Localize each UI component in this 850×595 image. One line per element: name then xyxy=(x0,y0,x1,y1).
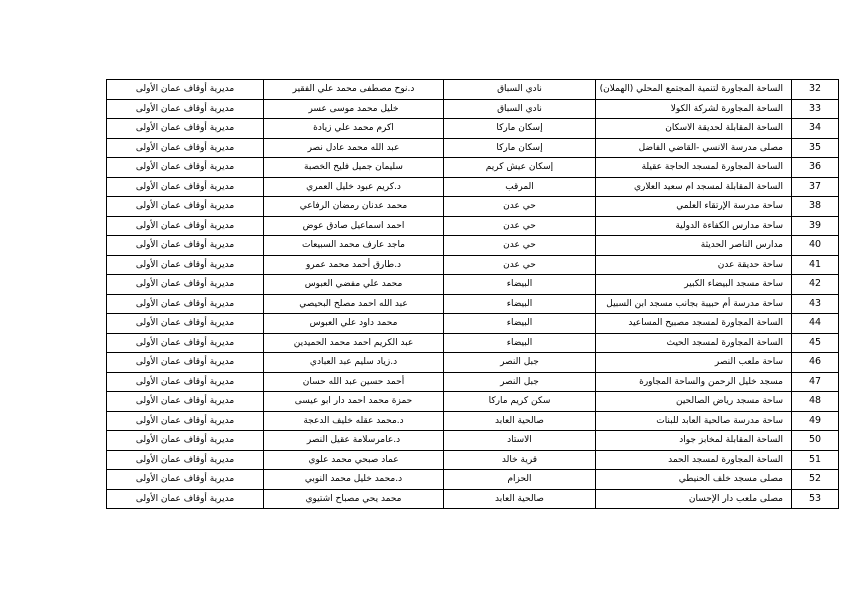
row-number: 50 xyxy=(792,431,839,451)
table-row xyxy=(107,372,839,392)
place-cell: الساحة المجاورة لتنمية المجتمع المحلي (الهملان) xyxy=(596,80,792,100)
row-number: 35 xyxy=(792,138,839,158)
area-cell: حي عدن xyxy=(444,197,596,217)
table-row xyxy=(107,216,839,236)
person-cell: د.زياد سليم عبد العبادي xyxy=(264,353,444,373)
table-row xyxy=(107,470,839,490)
area-cell: البيضاء xyxy=(444,314,596,334)
person-cell: محمد يحي مصباح اشتيوي xyxy=(264,489,444,509)
table-row xyxy=(107,411,839,431)
directorate-cell: مديرية أوقاف عمان الأولى xyxy=(107,294,264,314)
directorate-cell: مديرية أوقاف عمان الأولى xyxy=(107,177,264,197)
directorate-cell: مديرية أوقاف عمان الأولى xyxy=(107,392,264,412)
table-row xyxy=(107,158,839,178)
area-cell: صالحية العابد xyxy=(444,489,596,509)
directorate-cell: مديرية أوقاف عمان الأولى xyxy=(107,372,264,392)
row-number: 37 xyxy=(792,177,839,197)
directorate-cell: مديرية أوقاف عمان الأولى xyxy=(107,236,264,256)
directorate-cell: مديرية أوقاف عمان الأولى xyxy=(107,197,264,217)
directorate-cell: مديرية أوقاف عمان الأولى xyxy=(107,489,264,509)
person-cell: سليمان جميل فليح الخصبة xyxy=(264,158,444,178)
person-cell: ماجد عارف محمد السبيعات xyxy=(264,236,444,256)
table-row xyxy=(107,177,839,197)
area-cell: الحزام xyxy=(444,470,596,490)
area-cell: إسكان عيش كريم xyxy=(444,158,596,178)
row-number: 53 xyxy=(792,489,839,509)
row-number: 33 xyxy=(792,99,839,119)
row-number: 32 xyxy=(792,80,839,100)
area-cell: البيضاء xyxy=(444,294,596,314)
locations-table xyxy=(106,79,839,509)
place-cell: الساحة المقابلة لمسجد ام سعيد العلاري xyxy=(596,177,792,197)
directorate-cell: مديرية أوقاف عمان الأولى xyxy=(107,431,264,451)
place-cell: مسجد خليل الرحمن والساحة المجاورة xyxy=(596,372,792,392)
directorate-cell: مديرية أوقاف عمان الأولى xyxy=(107,216,264,236)
person-cell: حمزة محمد احمد دار ابو عيسى xyxy=(264,392,444,412)
area-cell: إسكان ماركا xyxy=(444,138,596,158)
row-number: 43 xyxy=(792,294,839,314)
area-cell: حي عدن xyxy=(444,255,596,275)
place-cell: ساحة مسجد رياض الصالحين xyxy=(596,392,792,412)
directorate-cell: مديرية أوقاف عمان الأولى xyxy=(107,138,264,158)
row-number: 36 xyxy=(792,158,839,178)
person-cell: د.محمد عقله خليف الدعجة xyxy=(264,411,444,431)
row-number: 46 xyxy=(792,353,839,373)
area-cell: إسكان ماركا xyxy=(444,119,596,139)
table-row xyxy=(107,392,839,412)
person-cell: خليل محمد موسى عسر xyxy=(264,99,444,119)
person-cell: د.محمد خليل محمد النوبي xyxy=(264,470,444,490)
row-number: 48 xyxy=(792,392,839,412)
area-cell: قرية خالد xyxy=(444,450,596,470)
table-row xyxy=(107,119,839,139)
row-number: 41 xyxy=(792,255,839,275)
row-number: 38 xyxy=(792,197,839,217)
person-cell: د.طارق أحمد محمد عمرو xyxy=(264,255,444,275)
table-row xyxy=(107,236,839,256)
area-cell: الاستاد xyxy=(444,431,596,451)
place-cell: الساحة المجاورة لمسجد الحاجة عقيلة xyxy=(596,158,792,178)
place-cell: الساحة المقابلة لمخابز جواد xyxy=(596,431,792,451)
directorate-cell: مديرية أوقاف عمان الأولى xyxy=(107,275,264,295)
place-cell: مصلى مسجد خلف الحنيطي xyxy=(596,470,792,490)
area-cell: جبل النصر xyxy=(444,372,596,392)
row-number: 51 xyxy=(792,450,839,470)
table-row xyxy=(107,255,839,275)
table-row xyxy=(107,138,839,158)
table-row xyxy=(107,489,839,509)
row-number: 47 xyxy=(792,372,839,392)
directorate-cell: مديرية أوقاف عمان الأولى xyxy=(107,470,264,490)
place-cell: ساحة مدرسة صالحية العابد للبنات xyxy=(596,411,792,431)
person-cell: عبد الله محمد عادل نصر xyxy=(264,138,444,158)
place-cell: الساحة المقابلة لحديقة الاسكان xyxy=(596,119,792,139)
row-number: 45 xyxy=(792,333,839,353)
directorate-cell: مديرية أوقاف عمان الأولى xyxy=(107,158,264,178)
directorate-cell: مديرية أوقاف عمان الأولى xyxy=(107,80,264,100)
place-cell: الساحة المجاورة لمسجد الحمد xyxy=(596,450,792,470)
place-cell: ساحة ملعب النصر xyxy=(596,353,792,373)
row-number: 49 xyxy=(792,411,839,431)
place-cell: ساحة مدرسة أم حبيبة بجانب مسجد ابن السبيل xyxy=(596,294,792,314)
directorate-cell: مديرية أوقاف عمان الأولى xyxy=(107,450,264,470)
table-row xyxy=(107,333,839,353)
row-number: 39 xyxy=(792,216,839,236)
place-cell: الساحة المجاورة لشركة الكولا xyxy=(596,99,792,119)
area-cell: نادي السباق xyxy=(444,99,596,119)
place-cell: ساحة حديقة عدن xyxy=(596,255,792,275)
table-row xyxy=(107,197,839,217)
person-cell: محمد عدنان رمضان الرفاعي xyxy=(264,197,444,217)
area-cell: المرقب xyxy=(444,177,596,197)
place-cell: الساحة المجاورة لمسجد الحيث xyxy=(596,333,792,353)
place-cell: مصلى ملعب دار الإحسان xyxy=(596,489,792,509)
table-body xyxy=(107,80,839,509)
table-row xyxy=(107,431,839,451)
place-cell: مدارس الناصر الحديثة xyxy=(596,236,792,256)
area-cell: حي عدن xyxy=(444,236,596,256)
place-cell: ساحة مدرسة الإرتقاء العلمي xyxy=(596,197,792,217)
person-cell: عبد الكريم احمد محمد الحميدين xyxy=(264,333,444,353)
row-number: 40 xyxy=(792,236,839,256)
directorate-cell: مديرية أوقاف عمان الأولى xyxy=(107,333,264,353)
place-cell: ساحة مدارس الكفاءة الدولية xyxy=(596,216,792,236)
area-cell: حي عدن xyxy=(444,216,596,236)
area-cell: البيضاء xyxy=(444,333,596,353)
row-number: 52 xyxy=(792,470,839,490)
person-cell: احمد اسماعيل صادق عوض xyxy=(264,216,444,236)
directorate-cell: مديرية أوقاف عمان الأولى xyxy=(107,119,264,139)
directorate-cell: مديرية أوقاف عمان الأولى xyxy=(107,411,264,431)
table-row xyxy=(107,353,839,373)
table-row xyxy=(107,294,839,314)
row-number: 44 xyxy=(792,314,839,334)
person-cell: أحمد حسين عبد الله حسان xyxy=(264,372,444,392)
person-cell: محمد علي مفضي العبوس xyxy=(264,275,444,295)
row-number: 34 xyxy=(792,119,839,139)
directorate-cell: مديرية أوقاف عمان الأولى xyxy=(107,99,264,119)
area-cell: سكن كريم ماركا xyxy=(444,392,596,412)
area-cell: صالحية العابد xyxy=(444,411,596,431)
area-cell: جبل النصر xyxy=(444,353,596,373)
person-cell: محمد داود علي العبوس xyxy=(264,314,444,334)
person-cell: عبد الله احمد مصلح البحيصي xyxy=(264,294,444,314)
place-cell: ساحة مسجد البيضاء الكبير xyxy=(596,275,792,295)
table-row xyxy=(107,80,839,100)
area-cell: نادي السباق xyxy=(444,80,596,100)
person-cell: د.نوح مصطفى محمد علي الفقير xyxy=(264,80,444,100)
directorate-cell: مديرية أوقاف عمان الأولى xyxy=(107,314,264,334)
directorate-cell: مديرية أوقاف عمان الأولى xyxy=(107,353,264,373)
person-cell: اكرم محمد علي زيادة xyxy=(264,119,444,139)
place-cell: الساحة المجاورة لمسجد مصبيح المساعيد xyxy=(596,314,792,334)
place-cell: مصلى مدرسة الانسي -القاضي الفاضل xyxy=(596,138,792,158)
directorate-cell: مديرية أوقاف عمان الأولى xyxy=(107,255,264,275)
table-row xyxy=(107,99,839,119)
table-row xyxy=(107,314,839,334)
row-number: 42 xyxy=(792,275,839,295)
area-cell: البيضاء xyxy=(444,275,596,295)
table-row xyxy=(107,450,839,470)
person-cell: د.عامرسلامة عقيل النصر xyxy=(264,431,444,451)
person-cell: د.كريم عبود خليل العمري xyxy=(264,177,444,197)
person-cell: عماد صبحي محمد علوي xyxy=(264,450,444,470)
table-row xyxy=(107,275,839,295)
